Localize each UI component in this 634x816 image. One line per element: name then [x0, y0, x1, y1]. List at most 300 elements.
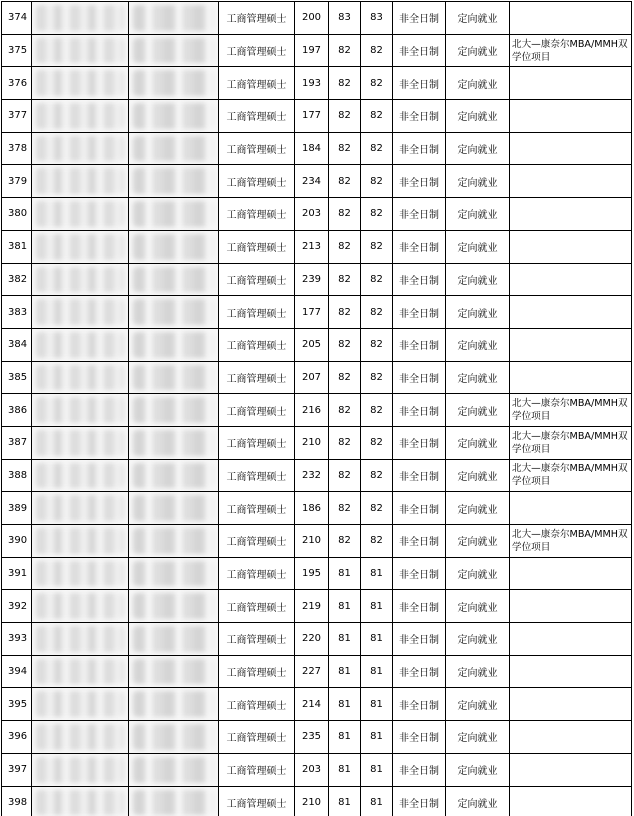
note-cell [510, 688, 632, 721]
table-row [2, 132, 632, 165]
table-row [2, 100, 632, 133]
rank-a-cell: 81 [329, 590, 361, 623]
rank-b-cell: 81 [361, 753, 393, 786]
redacted-id-cell [129, 688, 219, 721]
redacted-id-cell [129, 198, 219, 231]
redacted-id-cell [129, 296, 219, 329]
degree-cell: 工商管理硕士 [219, 67, 295, 100]
row-number-cell: 395 [2, 688, 32, 721]
rank-a-cell: 82 [329, 328, 361, 361]
row-number-cell: 376 [2, 67, 32, 100]
study-mode-cell: 非全日制 [393, 2, 446, 35]
rank-a-cell: 81 [329, 688, 361, 721]
redacted-id-cell [129, 230, 219, 263]
redacted-name-cell [32, 426, 129, 459]
employment-type-cell: 定向就业 [446, 492, 510, 525]
redacted-id-cell [129, 459, 219, 492]
rank-b-cell: 81 [361, 786, 393, 816]
rank-a-cell: 81 [329, 557, 361, 590]
employment-type-cell: 定向就业 [446, 296, 510, 329]
rank-b-cell: 81 [361, 721, 393, 754]
redacted-name-cell [32, 198, 129, 231]
rank-b-cell: 82 [361, 328, 393, 361]
degree-cell: 工商管理硕士 [219, 721, 295, 754]
score-cell: 232 [295, 459, 329, 492]
employment-type-cell: 定向就业 [446, 623, 510, 656]
employment-type-cell: 定向就业 [446, 459, 510, 492]
score-cell: 216 [295, 394, 329, 427]
redaction-blur [133, 593, 214, 619]
note-cell [510, 67, 632, 100]
rank-b-cell: 82 [361, 296, 393, 329]
rank-a-cell: 82 [329, 296, 361, 329]
rank-b-cell: 82 [361, 492, 393, 525]
study-mode-cell: 非全日制 [393, 361, 446, 394]
redaction-blur [36, 201, 124, 227]
rank-a-cell: 82 [329, 34, 361, 67]
study-mode-cell: 非全日制 [393, 688, 446, 721]
table-row [2, 34, 632, 67]
table-row [2, 2, 632, 35]
redaction-blur [133, 168, 214, 194]
study-mode-cell: 非全日制 [393, 296, 446, 329]
row-number-cell: 385 [2, 361, 32, 394]
rank-b-cell: 82 [361, 426, 393, 459]
rank-b-cell: 82 [361, 67, 393, 100]
row-number-cell: 389 [2, 492, 32, 525]
rank-a-cell: 82 [329, 263, 361, 296]
row-number-cell: 384 [2, 328, 32, 361]
rank-a-cell: 82 [329, 361, 361, 394]
rank-b-cell: 81 [361, 557, 393, 590]
note-cell [510, 165, 632, 198]
note-cell [510, 623, 632, 656]
redacted-id-cell [129, 34, 219, 67]
redaction-blur [133, 790, 214, 816]
row-number-cell: 375 [2, 34, 32, 67]
note-cell [510, 328, 632, 361]
redaction-blur [36, 626, 124, 652]
rank-a-cell: 81 [329, 655, 361, 688]
redacted-name-cell [32, 165, 129, 198]
study-mode-cell: 非全日制 [393, 655, 446, 688]
score-cell: 184 [295, 132, 329, 165]
employment-type-cell: 定向就业 [446, 2, 510, 35]
redaction-blur [133, 136, 214, 162]
redaction-blur [36, 430, 124, 456]
row-number-cell: 377 [2, 100, 32, 133]
employment-type-cell: 定向就业 [446, 230, 510, 263]
study-mode-cell: 非全日制 [393, 459, 446, 492]
study-mode-cell: 非全日制 [393, 426, 446, 459]
score-cell: 177 [295, 296, 329, 329]
degree-cell: 工商管理硕士 [219, 328, 295, 361]
rank-b-cell: 82 [361, 230, 393, 263]
rank-b-cell: 81 [361, 688, 393, 721]
admission-list-table [1, 1, 632, 816]
degree-cell: 工商管理硕士 [219, 753, 295, 786]
redaction-blur [36, 691, 124, 717]
redaction-blur [133, 495, 214, 521]
degree-cell: 工商管理硕士 [219, 198, 295, 231]
row-number-cell: 393 [2, 623, 32, 656]
redaction-blur [133, 528, 214, 554]
note-cell [510, 296, 632, 329]
redaction-blur [36, 593, 124, 619]
note-cell [510, 263, 632, 296]
score-cell: 200 [295, 2, 329, 35]
degree-cell: 工商管理硕士 [219, 786, 295, 816]
redaction-blur [36, 561, 124, 587]
study-mode-cell: 非全日制 [393, 623, 446, 656]
redacted-id-cell [129, 721, 219, 754]
degree-cell: 工商管理硕士 [219, 34, 295, 67]
redaction-blur [133, 70, 214, 96]
employment-type-cell: 定向就业 [446, 655, 510, 688]
degree-cell: 工商管理硕士 [219, 165, 295, 198]
study-mode-cell: 非全日制 [393, 100, 446, 133]
degree-cell: 工商管理硕士 [219, 132, 295, 165]
note-cell [510, 2, 632, 35]
rank-a-cell: 81 [329, 786, 361, 816]
note-cell [510, 786, 632, 816]
table-row [2, 655, 632, 688]
redacted-id-cell [129, 2, 219, 35]
score-cell: 219 [295, 590, 329, 623]
redacted-name-cell [32, 296, 129, 329]
employment-type-cell: 定向就业 [446, 132, 510, 165]
rank-b-cell: 82 [361, 459, 393, 492]
table-row [2, 525, 632, 558]
degree-cell: 工商管理硕士 [219, 394, 295, 427]
row-number-cell: 379 [2, 165, 32, 198]
score-cell: 227 [295, 655, 329, 688]
row-number-cell: 382 [2, 263, 32, 296]
employment-type-cell: 定向就业 [446, 34, 510, 67]
note-cell [510, 557, 632, 590]
redacted-id-cell [129, 753, 219, 786]
score-cell: 210 [295, 786, 329, 816]
study-mode-cell: 非全日制 [393, 753, 446, 786]
score-cell: 234 [295, 165, 329, 198]
table-row [2, 688, 632, 721]
rank-a-cell: 81 [329, 753, 361, 786]
redacted-name-cell [32, 557, 129, 590]
rank-b-cell: 82 [361, 165, 393, 198]
rank-b-cell: 82 [361, 34, 393, 67]
degree-cell: 工商管理硕士 [219, 361, 295, 394]
row-number-cell: 380 [2, 198, 32, 231]
redaction-blur [133, 103, 214, 129]
employment-type-cell: 定向就业 [446, 721, 510, 754]
study-mode-cell: 非全日制 [393, 67, 446, 100]
rank-a-cell: 82 [329, 67, 361, 100]
table-row [2, 67, 632, 100]
study-mode-cell: 非全日制 [393, 230, 446, 263]
employment-type-cell: 定向就业 [446, 786, 510, 816]
rank-b-cell: 81 [361, 655, 393, 688]
study-mode-cell: 非全日制 [393, 263, 446, 296]
table-row [2, 361, 632, 394]
score-cell: 239 [295, 263, 329, 296]
table-row [2, 459, 632, 492]
redacted-id-cell [129, 786, 219, 816]
score-cell: 220 [295, 623, 329, 656]
redaction-blur [133, 724, 214, 750]
employment-type-cell: 定向就业 [446, 426, 510, 459]
study-mode-cell: 非全日制 [393, 557, 446, 590]
row-number-cell: 374 [2, 2, 32, 35]
employment-type-cell: 定向就业 [446, 67, 510, 100]
rank-a-cell: 81 [329, 623, 361, 656]
redaction-blur [133, 299, 214, 325]
redaction-blur [133, 463, 214, 489]
study-mode-cell: 非全日制 [393, 165, 446, 198]
note-cell [510, 100, 632, 133]
rank-b-cell: 82 [361, 198, 393, 231]
study-mode-cell: 非全日制 [393, 328, 446, 361]
employment-type-cell: 定向就业 [446, 165, 510, 198]
employment-type-cell: 定向就业 [446, 394, 510, 427]
row-number-cell: 383 [2, 296, 32, 329]
redaction-blur [133, 430, 214, 456]
redaction-blur [36, 5, 124, 31]
redacted-id-cell [129, 492, 219, 525]
redacted-id-cell [129, 361, 219, 394]
study-mode-cell: 非全日制 [393, 492, 446, 525]
row-number-cell: 397 [2, 753, 32, 786]
score-cell: 210 [295, 426, 329, 459]
note-cell [510, 361, 632, 394]
redaction-blur [36, 365, 124, 391]
degree-cell: 工商管理硕士 [219, 623, 295, 656]
redaction-blur [133, 38, 214, 64]
redaction-blur [36, 659, 124, 685]
employment-type-cell: 定向就业 [446, 100, 510, 133]
employment-type-cell: 定向就业 [446, 688, 510, 721]
redacted-name-cell [32, 394, 129, 427]
redacted-name-cell [32, 67, 129, 100]
redacted-id-cell [129, 426, 219, 459]
note-cell: 北大—康奈尔MBA/MMH双学位项目 [510, 34, 632, 67]
study-mode-cell: 非全日制 [393, 394, 446, 427]
degree-cell: 工商管理硕士 [219, 557, 295, 590]
redaction-blur [36, 528, 124, 554]
row-number-cell: 392 [2, 590, 32, 623]
degree-cell: 工商管理硕士 [219, 426, 295, 459]
table-row [2, 721, 632, 754]
redaction-blur [133, 397, 214, 423]
redaction-blur [36, 790, 124, 816]
redaction-blur [133, 332, 214, 358]
table-row [2, 394, 632, 427]
redaction-blur [133, 626, 214, 652]
row-number-cell: 386 [2, 394, 32, 427]
redacted-name-cell [32, 100, 129, 133]
redacted-name-cell [32, 655, 129, 688]
note-cell: 北大—康奈尔MBA/MMH双学位项目 [510, 394, 632, 427]
redacted-name-cell [32, 459, 129, 492]
table-row [2, 230, 632, 263]
table-row [2, 426, 632, 459]
score-cell: 205 [295, 328, 329, 361]
redacted-name-cell [32, 753, 129, 786]
redacted-name-cell [32, 623, 129, 656]
note-cell [510, 655, 632, 688]
study-mode-cell: 非全日制 [393, 590, 446, 623]
employment-type-cell: 定向就业 [446, 525, 510, 558]
employment-type-cell: 定向就业 [446, 198, 510, 231]
degree-cell: 工商管理硕士 [219, 2, 295, 35]
note-cell [510, 753, 632, 786]
redacted-id-cell [129, 655, 219, 688]
redaction-blur [36, 267, 124, 293]
table-row [2, 623, 632, 656]
redacted-name-cell [32, 328, 129, 361]
note-cell [510, 230, 632, 263]
rank-a-cell: 83 [329, 2, 361, 35]
row-number-cell: 396 [2, 721, 32, 754]
redaction-blur [133, 691, 214, 717]
redacted-name-cell [32, 492, 129, 525]
redaction-blur [36, 136, 124, 162]
rank-a-cell: 82 [329, 230, 361, 263]
degree-cell: 工商管理硕士 [219, 459, 295, 492]
redacted-id-cell [129, 132, 219, 165]
redaction-blur [36, 397, 124, 423]
redacted-name-cell [32, 230, 129, 263]
degree-cell: 工商管理硕士 [219, 263, 295, 296]
score-cell: 203 [295, 198, 329, 231]
redaction-blur [36, 463, 124, 489]
score-cell: 195 [295, 557, 329, 590]
redaction-blur [36, 234, 124, 260]
rank-a-cell: 82 [329, 132, 361, 165]
employment-type-cell: 定向就业 [446, 557, 510, 590]
employment-type-cell: 定向就业 [446, 263, 510, 296]
study-mode-cell: 非全日制 [393, 34, 446, 67]
note-cell: 北大—康奈尔MBA/MMH双学位项目 [510, 426, 632, 459]
redaction-blur [133, 201, 214, 227]
rank-a-cell: 82 [329, 100, 361, 133]
redacted-id-cell [129, 590, 219, 623]
redaction-blur [36, 299, 124, 325]
table-row [2, 786, 632, 816]
rank-a-cell: 82 [329, 165, 361, 198]
note-cell: 北大—康奈尔MBA/MMH双学位项目 [510, 525, 632, 558]
degree-cell: 工商管理硕士 [219, 590, 295, 623]
redacted-name-cell [32, 590, 129, 623]
score-cell: 214 [295, 688, 329, 721]
redacted-name-cell [32, 688, 129, 721]
redacted-id-cell [129, 525, 219, 558]
rank-b-cell: 81 [361, 623, 393, 656]
redacted-id-cell [129, 623, 219, 656]
employment-type-cell: 定向就业 [446, 328, 510, 361]
degree-cell: 工商管理硕士 [219, 525, 295, 558]
degree-cell: 工商管理硕士 [219, 100, 295, 133]
note-cell [510, 132, 632, 165]
note-cell: 北大—康奈尔MBA/MMH双学位项目 [510, 459, 632, 492]
rank-b-cell: 82 [361, 100, 393, 133]
row-number-cell: 391 [2, 557, 32, 590]
degree-cell: 工商管理硕士 [219, 492, 295, 525]
redacted-id-cell [129, 263, 219, 296]
note-cell [510, 492, 632, 525]
rank-a-cell: 82 [329, 426, 361, 459]
table-row [2, 263, 632, 296]
redaction-blur [133, 757, 214, 783]
rank-b-cell: 83 [361, 2, 393, 35]
redaction-blur [36, 38, 124, 64]
redaction-blur [36, 168, 124, 194]
row-number-cell: 381 [2, 230, 32, 263]
redacted-name-cell [32, 34, 129, 67]
rank-a-cell: 82 [329, 198, 361, 231]
rank-a-cell: 82 [329, 492, 361, 525]
score-cell: 213 [295, 230, 329, 263]
redaction-blur [133, 234, 214, 260]
redaction-blur [133, 5, 214, 31]
study-mode-cell: 非全日制 [393, 525, 446, 558]
rank-a-cell: 82 [329, 394, 361, 427]
rank-b-cell: 81 [361, 590, 393, 623]
row-number-cell: 378 [2, 132, 32, 165]
score-cell: 207 [295, 361, 329, 394]
redacted-name-cell [32, 525, 129, 558]
redacted-name-cell [32, 263, 129, 296]
score-cell: 197 [295, 34, 329, 67]
score-cell: 186 [295, 492, 329, 525]
redaction-blur [36, 495, 124, 521]
score-cell: 210 [295, 525, 329, 558]
redaction-blur [36, 757, 124, 783]
score-cell: 177 [295, 100, 329, 133]
redacted-id-cell [129, 165, 219, 198]
redaction-blur [36, 70, 124, 96]
redacted-id-cell [129, 328, 219, 361]
table-row [2, 590, 632, 623]
rank-b-cell: 82 [361, 263, 393, 296]
rank-b-cell: 82 [361, 525, 393, 558]
study-mode-cell: 非全日制 [393, 198, 446, 231]
table-row [2, 165, 632, 198]
redaction-blur [133, 561, 214, 587]
redacted-name-cell [32, 361, 129, 394]
redacted-name-cell [32, 2, 129, 35]
redaction-blur [36, 103, 124, 129]
rank-a-cell: 82 [329, 459, 361, 492]
study-mode-cell: 非全日制 [393, 721, 446, 754]
study-mode-cell: 非全日制 [393, 132, 446, 165]
table-row [2, 753, 632, 786]
study-mode-cell: 非全日制 [393, 786, 446, 816]
rank-b-cell: 82 [361, 394, 393, 427]
rank-b-cell: 82 [361, 132, 393, 165]
degree-cell: 工商管理硕士 [219, 230, 295, 263]
table-row [2, 557, 632, 590]
table-row [2, 296, 632, 329]
redacted-name-cell [32, 721, 129, 754]
redacted-id-cell [129, 394, 219, 427]
score-cell: 193 [295, 67, 329, 100]
score-cell: 203 [295, 753, 329, 786]
degree-cell: 工商管理硕士 [219, 296, 295, 329]
note-cell [510, 198, 632, 231]
redaction-blur [133, 267, 214, 293]
redaction-blur [133, 659, 214, 685]
redaction-blur [36, 724, 124, 750]
